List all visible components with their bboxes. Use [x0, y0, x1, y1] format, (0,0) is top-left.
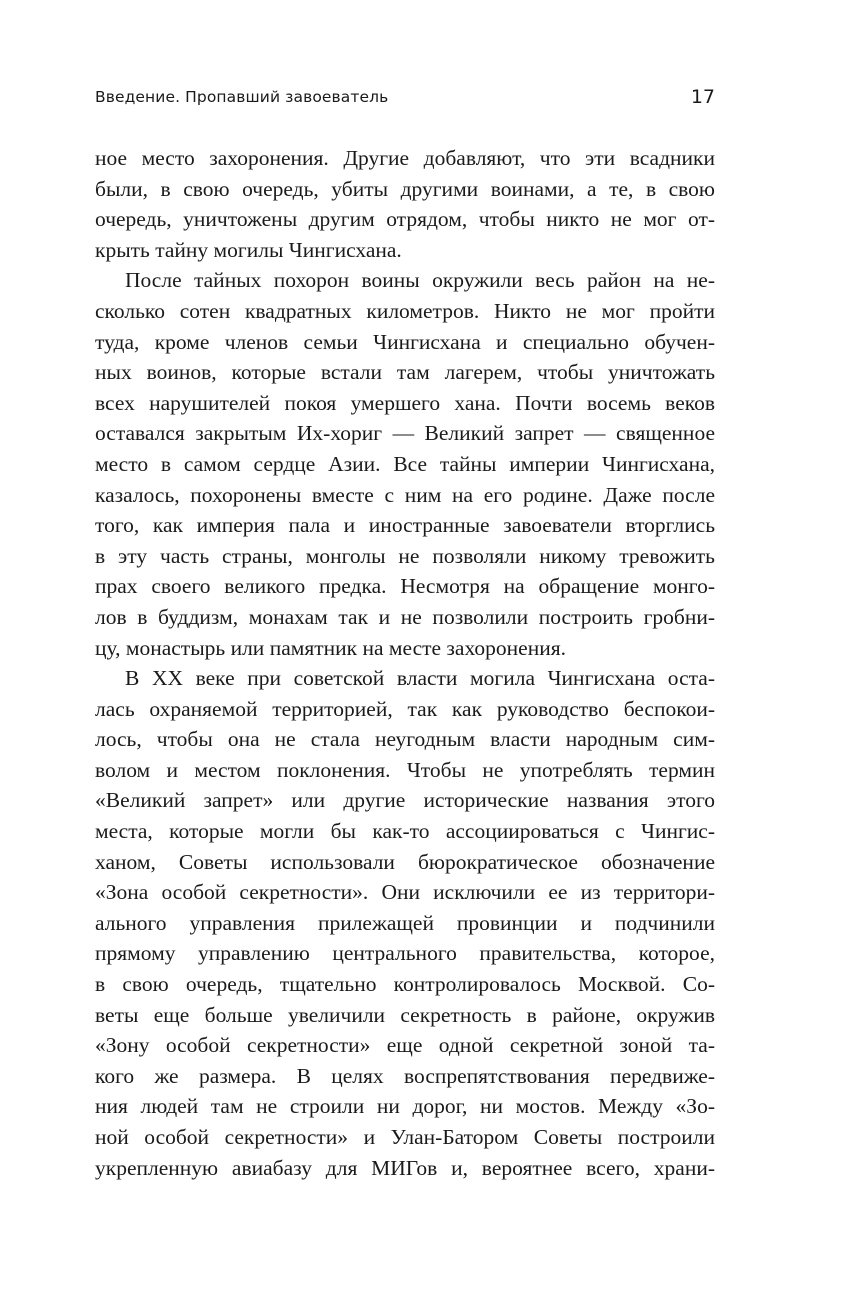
- running-header: [95, 86, 715, 116]
- text-line: оставался закрытым Их-хориг — Великий запрет — священное: [95, 421, 715, 446]
- text-line: цу, монастырь или памятник на месте захоронения.: [95, 635, 566, 660]
- text-line: ной особой секретности» и Улан-Батором Советы построили: [95, 1125, 715, 1149]
- text-line: укрепленную авиабазу для МИГов и, вероятнее всего, храни-: [95, 1155, 715, 1180]
- text-line: того, как империя пала и иностранные завоеватели вторглись: [95, 513, 715, 538]
- text-line: кого же размера. В целях воспрепятствования передвиже-: [95, 1063, 715, 1088]
- page-number: 17: [690, 86, 715, 108]
- text-line: «Великий запрет» или другие исторические названия этого: [95, 788, 715, 813]
- text-line: были, в свою очередь, убиты другими воинами, а те, в свою: [95, 176, 715, 201]
- text-line: всех нарушителей покоя умершего хана. Почти восемь веков: [95, 390, 715, 415]
- text-line: в эту часть страны, монголы не позволяли никому тревожить: [95, 543, 715, 568]
- text-line: лов в буддизм, монахам так и не позволили построить гробни-: [95, 604, 715, 629]
- text-line: волом и местом поклонения. Чтобы не употреблять термин: [95, 757, 715, 782]
- text-line: место в самом сердце Азии. Все тайны империи Чингисхана,: [95, 451, 715, 476]
- text-line: ное место захоронения. Другие добавляют, что эти всадники: [95, 146, 715, 170]
- text-line: в свою очередь, тщательно контролировалось Москвой. Со-: [95, 972, 715, 997]
- text-line: ханом, Советы использовали бюрократическое обозначение: [95, 849, 715, 874]
- text-line: ния людей там не строили ни дорог, ни мостов. Между «Зо-: [95, 1094, 715, 1119]
- text-line: «Зона особой секретности». Они исключили ее из территори-: [95, 880, 715, 905]
- text-line: В XX веке при советской власти могила Чингисхана оста-: [125, 666, 715, 691]
- text-line: казалось, похоронены вместе с ним на его родине. Даже после: [95, 482, 715, 507]
- text-line: «Зону особой секретности» еще одной секретной зоной та-: [95, 1033, 715, 1058]
- text-line: прах своего великого предка. Несмотря на обращение монго-: [95, 574, 715, 599]
- text-line: туда, кроме членов семьи Чингисхана и специально обучен-: [95, 329, 715, 354]
- text-line: очередь, уничтожены другим отрядом, чтобы никто не мог от-: [95, 207, 715, 232]
- text-line: лось, чтобы она не стала неугодным власти народным сим-: [95, 727, 715, 752]
- body-text: [95, 143, 715, 1183]
- text-line: прямому управлению центрального правительства, которое,: [95, 941, 715, 966]
- text-line: сколько сотен квадратных километров. Никто не мог пройти: [95, 298, 715, 323]
- text-line: ального управления прилежащей провинции и подчинили: [95, 910, 715, 935]
- text-line: крыть тайну могилы Чингисхана.: [95, 237, 402, 262]
- chapter-title: Введение. Пропавший завоеватель: [95, 88, 389, 106]
- text-line: ных воинов, которые встали там лагерем, чтобы уничтожать: [95, 360, 715, 385]
- text-line: веты еще больше увеличили секретность в районе, окружив: [95, 1002, 715, 1027]
- text-line: места, которые могли бы как-то ассоциироваться с Чингис-: [95, 819, 715, 844]
- text-line: После тайных похорон воины окружили весь район на не-: [125, 268, 715, 293]
- text-line: лась охраняемой территорией, так как руководство беспокои-: [95, 696, 715, 721]
